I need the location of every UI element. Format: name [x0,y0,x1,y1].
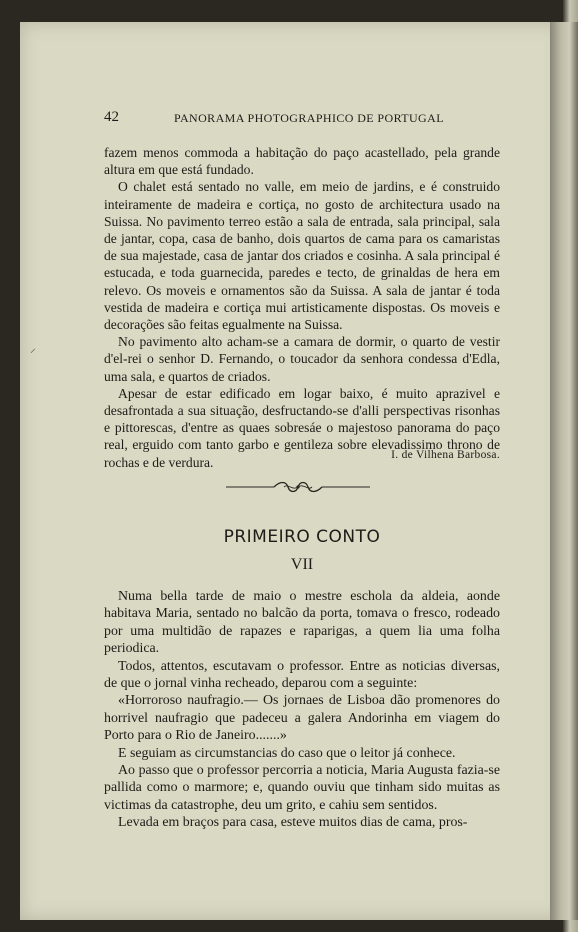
book-gutter [550,22,578,920]
story-paragraph: Todos, attentos, escutavam o professor. Entre as noticias diversas, de que o jornal vinha recheado, deparou com a seguinte: [104,658,500,692]
story-paragraph: Numa bella tarde de maio o mestre eschola da aldeia, aonde habitava Maria, sentado no balcão da porta, tomava o fresco, rodeado por uma multidão de rapazes e raparigas, a quem lia uma folha periodica. [104,589,500,657]
article-body [104,144,500,471]
margin-mark: ⸝ [30,341,37,355]
article-signature: I. de Vilhena Barbosa. [391,449,500,461]
chapter-number: VII [290,556,314,573]
story-paragraph: Ao passo que o professor percorria a noticia, Maria Augusta fazia-se pallida como o marmore; e, quando ouviu que tinham sido muitas as victimas da catastrophe, deu um grito, e cahiu sem sentidos. [104,763,500,813]
story-title: PRIMEIRO CONTO [223,527,381,547]
page-number: 42 [104,109,119,125]
story-body [104,588,500,832]
story-paragraph: Levada em braços para casa, esteve muitos dias de cama, pros- [118,815,468,831]
article-paragraph: Apesar de estar edificado em logar baixo, é muito aprazivel e desafrontada a sua situação, desfructando-se d'alli perspectivas risonhas e pittorescas, d'entre as quaes sobresáe o majestoso panorama do paço real, erguido com tanto garbo e gentileza sobre elevadissimo throno de rochas e de verdura. [104,385,500,470]
story-paragraph: E seguiam as circumstancias do caso que o leitor já conhece. [118,745,456,761]
article-paragraph: O chalet está sentado no valle, em meio de jardins, e é construido inteiramente de madeira e cortiça, no gosto de architectura usado na Suissa. No pavimento terreo estão a sala de entrada, sala principal, sala de jantar, copa, casa de banho, dois quartos de cama para os camaristas de sua majestade, casa de jantar dos criados e cosinha. A sala principal é estucada, e toda guarnecida, paredes e tecto, de grinaldas de hera em relevo. Os moveis e ornamentos são da Suissa. A sala de jantar é toda vestida de madeira e cortiça mui artisticamente dispostas. Os moveis e decorações são feitas egualmente na Suissa. [104,179,500,333]
page-header [104,109,500,127]
running-head: PANORAMA PHOTOGRAPHICO DE PORTUGAL [174,111,444,125]
article-paragraph: No pavimento alto acham-se a camara de dormir, o quarto de vestir d'el-rei o senhor D. Fernando, o toucador da senhora condessa d'Edla, uma sala, e quartos de criados. [104,334,500,384]
decorative-rule-ornament [226,480,370,494]
article-paragraph: fazem menos commoda a habitação do paço acastellado, pela grande altura em que está fundado. [104,145,500,178]
story-paragraph: «Horroroso naufragio.— Os jornaes de Lisboa dão promenores do horrivel naufragio que padeceu a galera Andorinha em viagem do Porto para o Rio de Janeiro.......» [104,693,500,744]
